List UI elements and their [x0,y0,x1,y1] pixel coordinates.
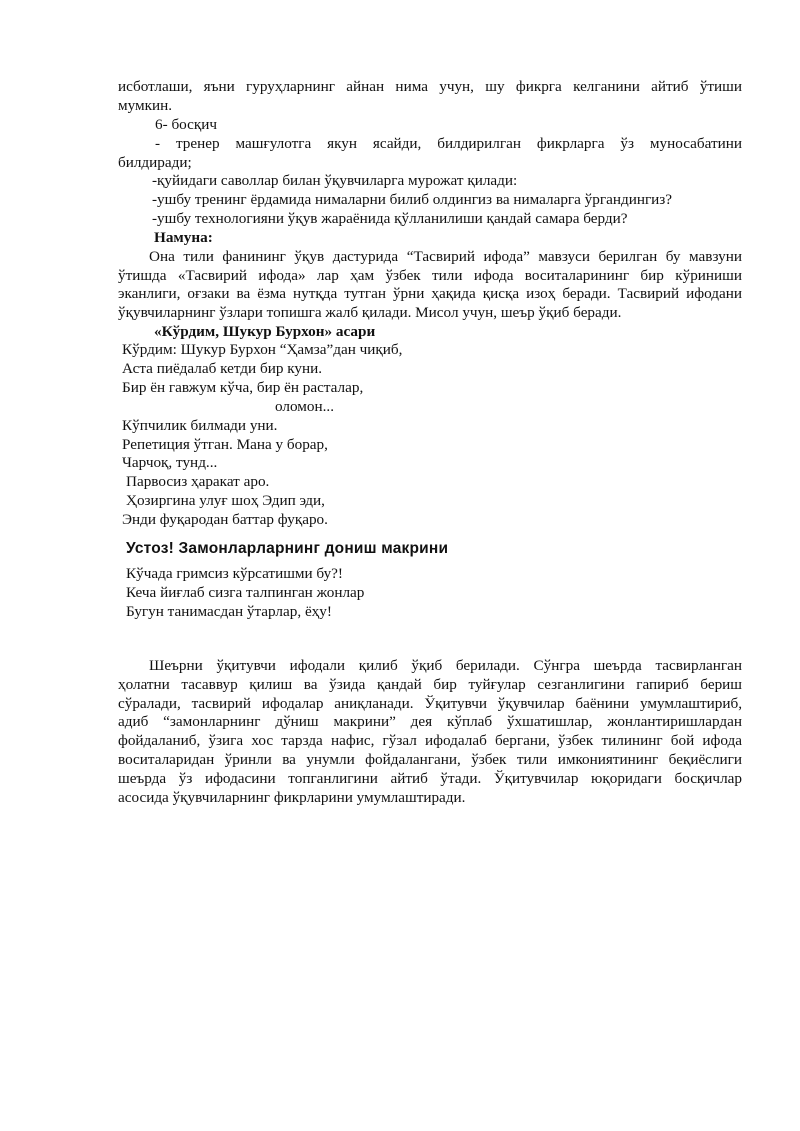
conclusion-line: фойдаланиб, ўзига хос тарзда нафис, гўзал ифодалаб бергани, ўзбек тилининг бой ифода [118,732,742,750]
conclusion-paragraph [118,657,742,807]
poem-line: Кўпчилик билмади уни. [122,416,278,434]
conclusion-line: ҳолатни тасаввур қилиш ва ўзида қандай бир туйғулар сезганлигини гапириб бериш [118,675,742,693]
sample-heading: Намуна: [154,229,213,246]
poem-line: оломон... [275,397,334,415]
poem-line: Кеча йиғлаб сизга талпинган жонлар [126,584,365,601]
step-6-heading: 6- босқич [155,116,218,133]
sample-section [118,229,742,323]
poem-line: Бир ён гавжум кўча, бир ён расталар, [122,378,364,396]
conclusion-line: сўралади, тасвирий ифодалар аниқланади. Ўқитувчи ўқувчилар баёнини умумлаштириб, [118,694,742,712]
sample-line-4: ўқувчиларнинг ўзлари топишга жалб қилади. Мисол учун, шеър ўқиб беради. [118,304,622,322]
conclusion-line: шеърда ўз ифодасини топганлигини айтиб ўтади. Ўқитувчилар юқоридаги босқичлар [118,769,742,787]
intro-line-1: исботлаши, яъни гуруҳларнинг айнан нима учун, шу фикрга келганини айтиб ўтиши [118,78,742,95]
questions-intro: -қуйидаги саволлар билан ўқувчиларга мурожат қилади: [152,172,518,190]
poem-line: Репетиция ўтган. Мана у борар, [122,435,328,453]
poem-stanza-1 [118,341,678,530]
conclusion-line: адиб “замонларнинг дўниш макрини” дея кўплаб ўхшатишлар, жонлантиришлардан [118,713,742,731]
poem-line: Парвосиз ҳаракат аро. [126,473,270,491]
poem-line: Энди фуқародан баттар фуқаро. [122,511,328,529]
trainer-line-1: - тренер машғулотга якун ясайди, билдирилган фикрларга ўз муносабатини [155,134,742,152]
trainer-line-2: билдиради; [118,153,192,171]
poem-line: Аста пиёдалаб кетди бир куни. [122,359,323,377]
sample-line-1: Она тили фанининг ўқув дастурида “Тасвирий ифода” мавзуси берилган бу мавзуни [149,247,742,265]
poem-exclamation: Устоз! Замонларларнинг дoниш макрини [126,540,449,557]
poem-line: Чарчоқ, тунд... [122,454,218,472]
step-6-section [118,116,742,229]
question-1: -ушбу тренинг ёрдамида нималарни билиб олдингиз ва нималарга ўргандингиз? [152,191,673,209]
intro-paragraph [118,78,742,116]
poem-line: Ҳозиргина улуғ шоҳ Эдип эди, [126,492,325,510]
sample-line-2: ўтишда «Тасвирий ифода» лар ҳам ўзбек тили ифода воситаларининг бир кўриниши [118,266,742,284]
conclusion-line: воситаларидан ўринли ва унумли фойдалангани, ўзбек тили имкониятининг беқиёслиги [118,750,742,768]
poem-line: Кўчада гримсиз кўрсатишми бу?! [126,565,343,582]
sample-line-3: эканлиги, оғзаки ва ёзма нутқда тутган ўрни ҳақида қисқа изоҳ беради. Тасвирий ифодани [118,285,742,303]
poem-exclamation-block [118,540,678,559]
conclusion-line: Шеърни ўқитувчи ифодали қилиб ўқиб берилади. Сўнгра шеърда тасвирланган [149,657,742,674]
poem-line: Кўрдим: Шукур Бурхон “Ҳамза”дан чиқиб, [122,341,403,358]
poem-stanza-2 [118,564,678,621]
conclusion-line: асосида ўқувчиларнинг фикрларини умумлаштиради. [118,788,466,806]
poem-title: «Кўрдим, Шукур Бурхон» асари [154,323,376,340]
intro-line-2: мумкин. [118,96,173,114]
poem-line: Бугун танимасдан ўтарлар, ёҳу! [126,603,332,620]
poem-title-block [118,323,742,342]
question-2: -ушбу технологияни ўқув жараёнида қўлланилиши қандай самара берди? [152,209,628,227]
